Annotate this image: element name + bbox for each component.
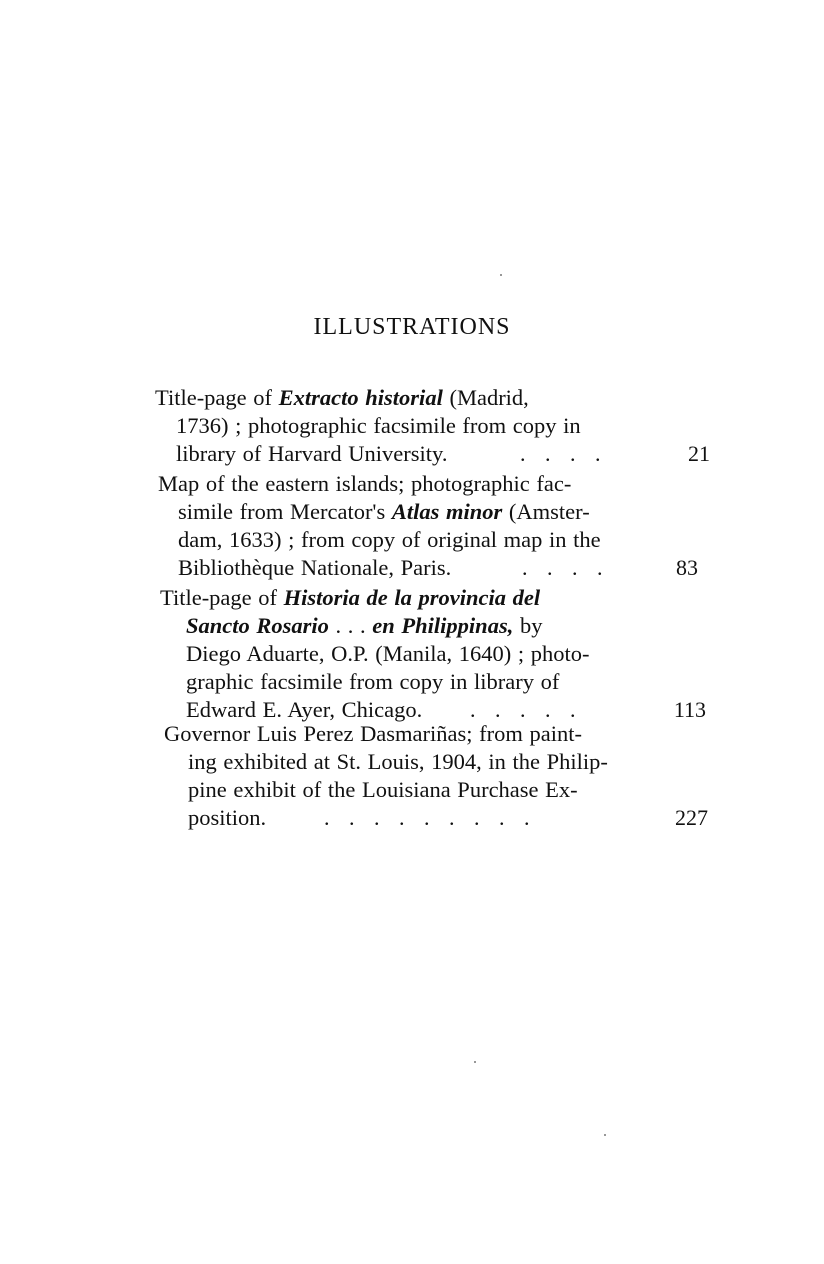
entry-text: dam, 1633) ; from copy of original map in the bbox=[178, 527, 601, 552]
entry-text: Title-page of bbox=[155, 385, 279, 410]
entry-line bbox=[160, 584, 540, 612]
entry-line bbox=[158, 470, 571, 498]
print-speck bbox=[500, 274, 502, 276]
leader-dots: . . . . bbox=[522, 555, 603, 580]
italic-title: Atlas minor bbox=[391, 499, 503, 524]
italic-title: Historia de la provincia del bbox=[283, 585, 541, 610]
italic-title: Extracto historial bbox=[278, 385, 443, 410]
entry-text: (Madrid, bbox=[442, 385, 529, 410]
page-number: 227 bbox=[675, 805, 708, 830]
entry-line bbox=[188, 804, 266, 832]
page-number: 21 bbox=[688, 441, 710, 466]
entry-line bbox=[186, 640, 589, 668]
entry-text: 1736) ; photographic facsimile from copy in bbox=[176, 413, 581, 438]
entry-line bbox=[176, 412, 581, 440]
entry-line bbox=[155, 384, 529, 412]
entry-text: Bibliothèque Nationale, Paris. bbox=[178, 555, 452, 580]
entry-line bbox=[178, 498, 590, 526]
entry-text: library of Harvard University. bbox=[176, 441, 448, 466]
italic-title: Sancto Rosario bbox=[186, 613, 329, 638]
entry-text: pine exhibit of the Louisiana Purchase Ex- bbox=[188, 777, 578, 802]
entry-text: Edward E. Ayer, Chicago. bbox=[186, 697, 423, 722]
page-number: 83 bbox=[676, 555, 698, 580]
page-title: ILLUSTRATIONS bbox=[313, 314, 511, 340]
entry-line bbox=[178, 526, 601, 554]
print-speck bbox=[604, 1134, 606, 1136]
entry-text: graphic facsimile from copy in library of bbox=[186, 669, 560, 694]
entry-text: Title-page of bbox=[160, 585, 284, 610]
entry-text: position. bbox=[188, 805, 267, 830]
entry-text: simile from Mercator's bbox=[178, 499, 392, 524]
entry-line bbox=[188, 748, 608, 776]
entry-text: (Amster- bbox=[502, 499, 590, 524]
entry-line bbox=[176, 440, 447, 468]
italic-title: en Philippinas, bbox=[372, 613, 514, 638]
entry-text: . . . bbox=[328, 613, 373, 638]
entry-line bbox=[178, 554, 451, 582]
page-number: 113 bbox=[673, 697, 706, 722]
entry-text: Governor Luis Perez Dasmariñas; from paint- bbox=[164, 721, 582, 746]
entry-line bbox=[164, 720, 582, 748]
entry-line bbox=[188, 776, 578, 804]
entry-text: Diego Aduarte, O.P. (Manila, 1640) ; photo- bbox=[186, 641, 590, 666]
entry-text: Map of the eastern islands; photographic fac- bbox=[158, 471, 572, 496]
leader-dots: . . . . . . . . . bbox=[324, 805, 530, 830]
leader-dots: . . . . . bbox=[470, 697, 576, 722]
entry-line bbox=[186, 668, 559, 696]
entry-text: ing exhibited at St. Louis, 1904, in the Philip- bbox=[188, 749, 608, 774]
entry-text: by bbox=[513, 613, 543, 638]
entry-line bbox=[186, 612, 542, 640]
leader-dots: . . . . bbox=[520, 441, 601, 466]
print-speck bbox=[474, 1061, 476, 1063]
